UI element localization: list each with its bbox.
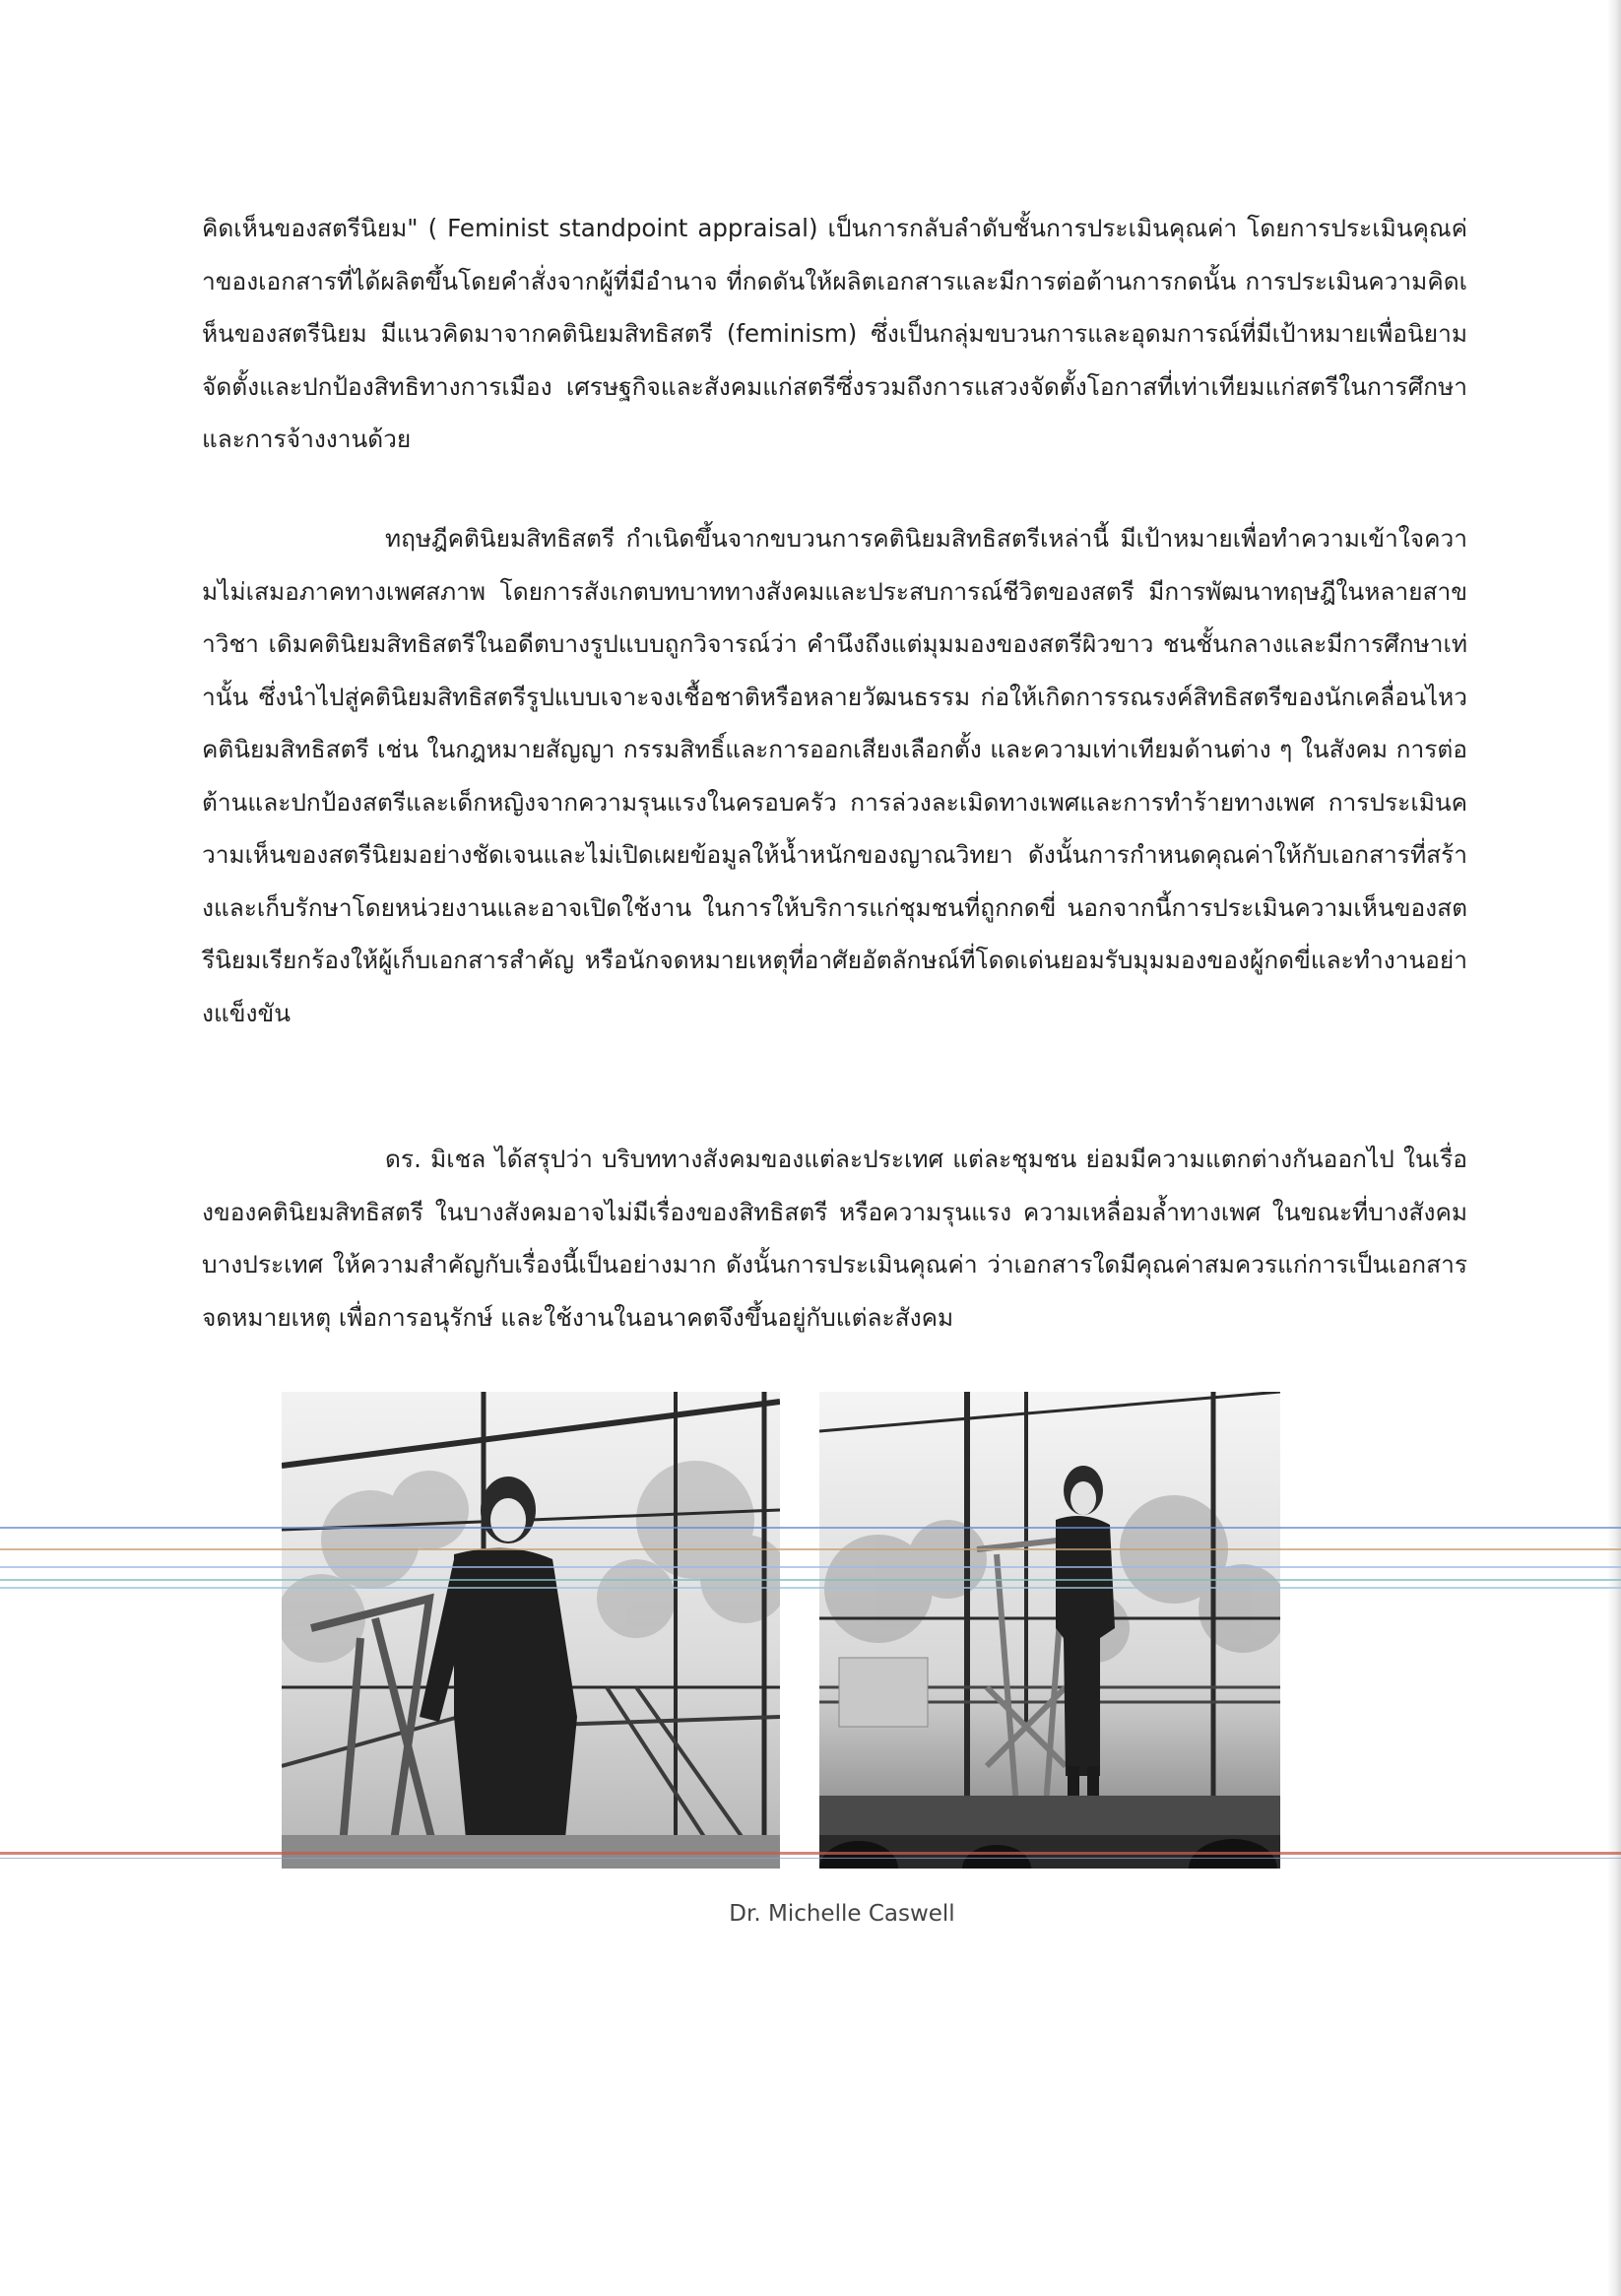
- paragraph-3: ดร. มิเชล ได้สรุปว่า บริบททางสังคมของแต่ละประเทศ แต่ละชุมชน ย่อมมีความแตกต่างกันออกไป ในเรื่องของคตินิยมสิทธิสตรี ในบางสังคมอาจไม่มีเรื่องของสิทธิสตรี หรือความรุนแรง ความเหลื่อมล้ำทางเพศ ในขณะที่บางสังคม บางประเทศ ให้ความสำคัญกับเรื่องนี้เป็นอย่างมาก ดังนั้นการประเมินคุณค่า ว่าเอกสารใดมีคุณค่าสมควรแก่การเป็นเอกสารจดหมายเหตุ เพื่อการอนุรักษ์ และใช้งานในอนาคตจึงขึ้นอยู่กับแต่ละสังคม: [202, 1145, 1467, 1332]
- speaker-photo-left: [282, 1392, 780, 1869]
- scan-artifact-line: [0, 1858, 1621, 1859]
- scan-artifact-line: [0, 1527, 1621, 1529]
- scan-artifact-line: [0, 1579, 1621, 1581]
- scan-artifact-line: [0, 1852, 1621, 1855]
- paragraph-1: คิดเห็นของสตรีนิยม" ( Feminist standpoint appraisal) เป็นการกลับลำดับชั้นการประเมินคุณค่า โดยการประเมินคุณค่าของเอกสารที่ได้ผลิตขึ้นโดยคำสั่งจากผู้ที่มีอำนาจ ที่กดดันให้ผลิตเอกสารและมีการต่อต้านการกดนั้น การประเมินความคิดเห็นของสตรีนิยม มีแนวคิดมาจากคตินิยมสิทธิสตรี (feminism) ซึ่งเป็นกลุ่มขบวนการและอุดมการณ์ที่มีเป้าหมายเพื่อนิยาม จัดตั้งและปกป้องสิทธิทางการเมือง เศรษฐกิจและสังคมแก่สตรีซึ่งรวมถึงการแสวงจัดตั้งโอกาสที่เท่าเทียมแก่สตรีในการศึกษาและการจ้างงานด้วย: [202, 214, 1467, 453]
- scan-artifact-line: [0, 1587, 1621, 1589]
- paragraph-2: ทฤษฎีคตินิยมสิทธิสตรี กำเนิดขึ้นจากขบวนการคตินิยมสิทธิสตรีเหล่านี้ มีเป้าหมายเพื่อทำความเข้าใจความไม่เสมอภาคทางเพศสภาพ โดยการสังเกตบทบาททางสังคมและประสบการณ์ชีวิตของสตรี มีการพัฒนาทฤษฎีในหลายสาขาวิชา เดิมคตินิยมสิทธิสตรีในอดีตบางรูปแบบถูกวิจารณ์ว่า คำนึงถึงแต่มุมมองของสตรีผิวขาว ชนชั้นกลางและมีการศึกษาเท่านั้น ซึ่งนำไปสู่คตินิยมสิทธิสตรีรูปแบบเจาะจงเชื้อชาติหรือหลายวัฒนธรรม ก่อให้เกิดการรณรงค์สิทธิสตรีของนักเคลื่อนไหวคตินิยมสิทธิสตรี เช่น ในกฎหมายสัญญา กรรมสิทธิ์และการออกเสียงเลือกตั้ง และความเท่าเทียมด้านต่าง ๆ ในสังคม การต่อต้านและปกป้องสตรีและเด็กหญิงจากความรุนแรงในครอบครัว การล่วงละเมิดทางเพศและการทำร้ายทางเพศ การประเมินความเห็นของสตรีนิยมอย่างชัดเจนและไม่เปิดเผยข้อมูลให้น้ำหนักของญาณวิทยา ดังนั้นการกำหนดคุณค่าให้กับเอกสารที่สร้างและเก็บรักษาโดยหน่วยงานและอาจเปิดใช้งาน ในการให้บริการแก่ชุมชนที่ถูกกดขี่ นอกจากนี้การประเมินความเห็นของสตรีนิยมเรียกร้องให้ผู้เก็บเอกสารสำคัญ หรือนักจดหมายเหตุที่อาศัยอัตลักษณ์ที่โดดเด่นยอมรับมุมมองของผู้กดขี่และทำงานอย่างแข็งขัน: [202, 524, 1467, 1027]
- speaker-photo-right: [819, 1392, 1280, 1869]
- photo-caption: Dr. Michelle Caswell: [729, 1901, 955, 1927]
- scan-artifact-line: [0, 1566, 1621, 1568]
- scan-artifact-line: [0, 1548, 1621, 1550]
- page-edge: [1607, 0, 1621, 2296]
